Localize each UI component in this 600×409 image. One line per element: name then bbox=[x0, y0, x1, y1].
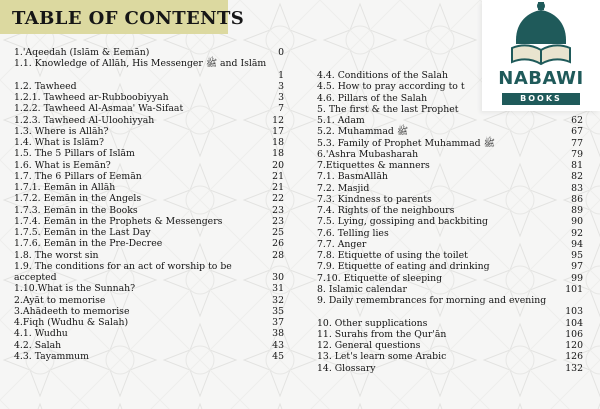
toc-entry-title: 4.6. Pillars of the Salah bbox=[317, 92, 428, 104]
toc-entry-title: 7.2. Masjid bbox=[317, 182, 370, 194]
toc-entry-title: 1.7.2. Eemān in the Angels bbox=[14, 193, 142, 205]
toc-entry bbox=[14, 81, 284, 92]
toc-entry bbox=[14, 328, 284, 339]
toc-entry-page: 26 bbox=[272, 238, 284, 250]
toc-entry-title: 6.'Ashra Mubasharah bbox=[317, 148, 419, 160]
toc-entry-page: 94 bbox=[571, 238, 583, 250]
toc-entry-title: 7.9. Etiquette of eating and drinking bbox=[317, 261, 490, 273]
toc-entry-page: 30 bbox=[272, 272, 284, 283]
toc-entry-title: 5. The first & the last Prophet bbox=[317, 103, 459, 115]
toc-entry-page: 20 bbox=[272, 159, 284, 171]
toc-entry bbox=[14, 171, 284, 182]
toc-entry-title: 4.Fiqh (Wudhu & Salah) bbox=[14, 317, 129, 328]
toc-entry-title: 1.7. The 6 Pillars of Eemān bbox=[14, 170, 142, 182]
toc-entry-page: 28 bbox=[272, 249, 284, 261]
toc-entry-title: 7.Etiquettes & manners bbox=[317, 160, 430, 171]
toc-entry bbox=[14, 295, 284, 306]
toc-entry-title: 1.1. Knowledge of Allāh, His Messenger ﷺ and Islām bbox=[14, 58, 267, 70]
toc-entry bbox=[317, 239, 583, 250]
toc-entry bbox=[14, 227, 284, 238]
toc-entry bbox=[14, 92, 284, 103]
toc-entry bbox=[317, 205, 583, 216]
toc-entry-title: 1.6. What is Eemān? bbox=[14, 159, 111, 171]
toc-entry bbox=[317, 138, 583, 149]
toc-entry bbox=[14, 148, 284, 159]
toc-entry bbox=[317, 228, 583, 239]
toc-entry-title: 7.7. Anger bbox=[317, 238, 367, 250]
toc-entry-title: 1.7.1. Eemān in Allāh bbox=[14, 182, 116, 193]
toc-entry bbox=[317, 171, 583, 182]
toc-entry-title: 1.7.6. Eemān in the Pre-Decree bbox=[14, 238, 163, 250]
toc-entry-title: 12. General questions bbox=[317, 340, 421, 351]
toc-entry bbox=[317, 273, 583, 284]
toc-entry-page: 62 bbox=[571, 115, 583, 126]
toc-entry-page: 132 bbox=[565, 362, 583, 374]
toc-entry-page: 21 bbox=[272, 170, 284, 182]
toc-entry bbox=[317, 183, 583, 194]
toc-entry-page: 92 bbox=[571, 227, 583, 239]
toc-entry bbox=[14, 216, 284, 227]
toc-entry-page: 21 bbox=[272, 182, 284, 193]
toc-entry bbox=[317, 250, 583, 261]
toc-entry bbox=[14, 58, 284, 81]
toc-entry-page: 120 bbox=[565, 340, 583, 351]
toc-entry-title: 1.4. What is Islām? bbox=[14, 137, 104, 148]
toc-entry-title: 4.4. Conditions of the Salah bbox=[317, 70, 448, 81]
toc-entry bbox=[14, 182, 284, 193]
toc-entry bbox=[14, 306, 284, 317]
toc-entry-page: 18 bbox=[272, 137, 284, 148]
toc-entry-page: 23 bbox=[272, 215, 284, 227]
toc-entry-title: 10. Other supplications bbox=[317, 317, 428, 329]
toc-entry-title: 1.3. Where is Allāh? bbox=[14, 125, 109, 137]
toc-entry bbox=[317, 318, 583, 329]
toc-entry-page: 90 bbox=[571, 216, 583, 228]
toc-entry bbox=[14, 283, 284, 294]
toc-entry-title: 1.'Aqeedah (Islām & Eemān) bbox=[14, 47, 150, 58]
toc-entry bbox=[14, 137, 284, 148]
toc-entry bbox=[317, 115, 583, 126]
toc-entry-page: 31 bbox=[272, 283, 284, 295]
toc-entry bbox=[317, 216, 583, 227]
toc-entry-page: 82 bbox=[571, 171, 583, 183]
toc-entry-page: 12 bbox=[272, 114, 284, 126]
toc-entry-title: 4.1. Wudhu bbox=[14, 328, 68, 340]
toc-entry-page: 77 bbox=[571, 137, 583, 149]
toc-entry bbox=[317, 149, 583, 160]
toc-entry-page: 99 bbox=[571, 272, 583, 284]
toc-entry-page: 97 bbox=[571, 261, 583, 273]
toc-entry-title: 7.3. Kindness to parents bbox=[317, 193, 432, 205]
toc-entry-title: 1.2.3. Tawheed Al-Uloohiyyah bbox=[14, 114, 155, 126]
page-title: TABLE OF CONTENTS bbox=[12, 8, 245, 29]
logo-subtitle: BOOKS bbox=[520, 94, 562, 103]
publisher-logo bbox=[482, 0, 600, 111]
toc-entry-title: 7.1. BasmAllāh bbox=[317, 171, 388, 183]
toc-entry bbox=[14, 340, 284, 351]
toc-entry-page: 25 bbox=[272, 227, 284, 238]
toc-entry-title: 1.8. The worst sin bbox=[14, 249, 99, 261]
toc-entry-page: 37 bbox=[272, 317, 284, 328]
toc-entry bbox=[14, 103, 284, 114]
toc-entry bbox=[14, 193, 284, 204]
toc-entry bbox=[317, 160, 583, 171]
toc-entry-page: 95 bbox=[571, 250, 583, 261]
toc-entry bbox=[317, 340, 583, 351]
toc-entry bbox=[14, 250, 284, 261]
toc-entry-title: 4.3. Tayammum bbox=[14, 350, 89, 362]
toc-entry-title: 9. Daily remembrances for morning and evening bbox=[317, 295, 547, 306]
toc-entry-page: 32 bbox=[272, 294, 284, 306]
toc-entry-page: 86 bbox=[571, 193, 583, 205]
toc-entry-title: 7.6. Telling lies bbox=[317, 227, 389, 239]
toc-entry-page: 45 bbox=[272, 350, 284, 362]
toc-entry-page: 126 bbox=[565, 351, 583, 363]
toc-entry-title: 1.5. The 5 Pillars of Islām bbox=[14, 148, 135, 160]
toc-entry bbox=[317, 363, 583, 374]
toc-entry bbox=[317, 261, 583, 272]
toc-entry bbox=[317, 351, 583, 362]
toc-entry-page: 3 bbox=[278, 92, 284, 103]
toc-entry-page: 0 bbox=[278, 47, 284, 58]
toc-entry-page: 18 bbox=[272, 148, 284, 160]
toc-entry bbox=[14, 351, 284, 362]
toc-entry bbox=[317, 126, 583, 137]
toc-entry-title: 1.2. Tawheed bbox=[14, 80, 77, 92]
toc-entry bbox=[14, 126, 284, 137]
toc-entry-page: 67 bbox=[571, 126, 583, 138]
toc-entry-page: 83 bbox=[571, 182, 583, 194]
toc-entry-page: 17 bbox=[272, 125, 284, 137]
toc-entry-page: 1 bbox=[278, 69, 284, 81]
toc-entry-page: 104 bbox=[565, 317, 583, 329]
toc-entry-page: 81 bbox=[571, 160, 583, 171]
toc-entry-title: 1.7.3. Eemān in the Books bbox=[14, 204, 138, 216]
toc-entry bbox=[14, 317, 284, 328]
toc-entry-page: 7 bbox=[278, 103, 284, 115]
logo-name: NABAWI bbox=[498, 68, 584, 89]
toc-entry-title: 13. Let's learn some Arabic bbox=[317, 351, 447, 363]
toc-entry-title: 4.2. Salah bbox=[14, 339, 62, 351]
toc-entry-title: 1.7.5. Eemān in the Last Day bbox=[14, 227, 151, 238]
toc-entry-title: 2.Ayāt to memorise bbox=[14, 294, 106, 306]
toc-entry-title: 1.9. The conditions for an act of worship to be accepted bbox=[14, 260, 232, 283]
toc-entry-title: 14. Glossary bbox=[317, 362, 376, 374]
toc-entry-page: 101 bbox=[565, 283, 583, 295]
toc-entry bbox=[14, 47, 284, 58]
toc-entry bbox=[14, 238, 284, 249]
toc-entry-title: 3.Ahādeeth to memorise bbox=[14, 305, 130, 317]
toc-entry-page: 103 bbox=[565, 306, 583, 318]
toc-entry bbox=[317, 284, 583, 295]
toc-entry bbox=[317, 194, 583, 205]
toc-entry-title: 5.1. Adam bbox=[317, 115, 365, 126]
toc-entry bbox=[317, 329, 583, 340]
toc-entry-title: 7.5. Lying, gossiping and backbiting bbox=[317, 216, 489, 228]
toc-entry-title: 7.10. Etiquette of sleeping bbox=[317, 272, 443, 284]
toc-entry-page: 3 bbox=[278, 80, 284, 92]
toc-entry-title: 11. Surahs from the Qur'ān bbox=[317, 328, 447, 340]
toc-entry-title: 5.3. Family of Prophet Muhammad ﷺ bbox=[317, 137, 495, 149]
toc-entry-page: 22 bbox=[272, 193, 284, 205]
toc-entry-title: 1.7.4. Eemān in the Prophets & Messengers bbox=[14, 215, 223, 227]
toc-entry-title: 4.5. How to pray according to t bbox=[317, 81, 465, 93]
toc-entry-page: 106 bbox=[565, 328, 583, 340]
toc-entry bbox=[14, 205, 284, 216]
contents-column-right bbox=[317, 70, 583, 374]
toc-entry-page: 35 bbox=[272, 305, 284, 317]
toc-entry bbox=[14, 261, 284, 284]
contents-column-left bbox=[14, 47, 284, 362]
toc-entry-page: 79 bbox=[571, 148, 583, 160]
toc-entry-title: 1.10.What is the Sunnah? bbox=[14, 283, 136, 295]
toc-entry-title: 7.8. Etiquette of using the toilet bbox=[317, 250, 468, 261]
toc-entry bbox=[317, 295, 583, 318]
toc-entry-page: 43 bbox=[272, 339, 284, 351]
toc-entry bbox=[14, 115, 284, 126]
toc-entry-title: 1.2.1. Tawheed ar-Rubboobiyyah bbox=[14, 92, 169, 103]
toc-entry-title: 7.4. Rights of the neighbours bbox=[317, 205, 455, 216]
toc-entry-title: 5.2. Muhammad ﷺ bbox=[317, 126, 409, 138]
toc-entry-title: 8. Islamic calendar bbox=[317, 283, 407, 295]
toc-entry-page: 23 bbox=[272, 204, 284, 216]
toc-entry-title: 1.2.2. Tawheed Al-Asmaa' Wa-Sifaat bbox=[14, 103, 184, 115]
toc-entry-page: 38 bbox=[272, 328, 284, 340]
toc-entry-page: 89 bbox=[571, 205, 583, 216]
toc-entry bbox=[14, 160, 284, 171]
